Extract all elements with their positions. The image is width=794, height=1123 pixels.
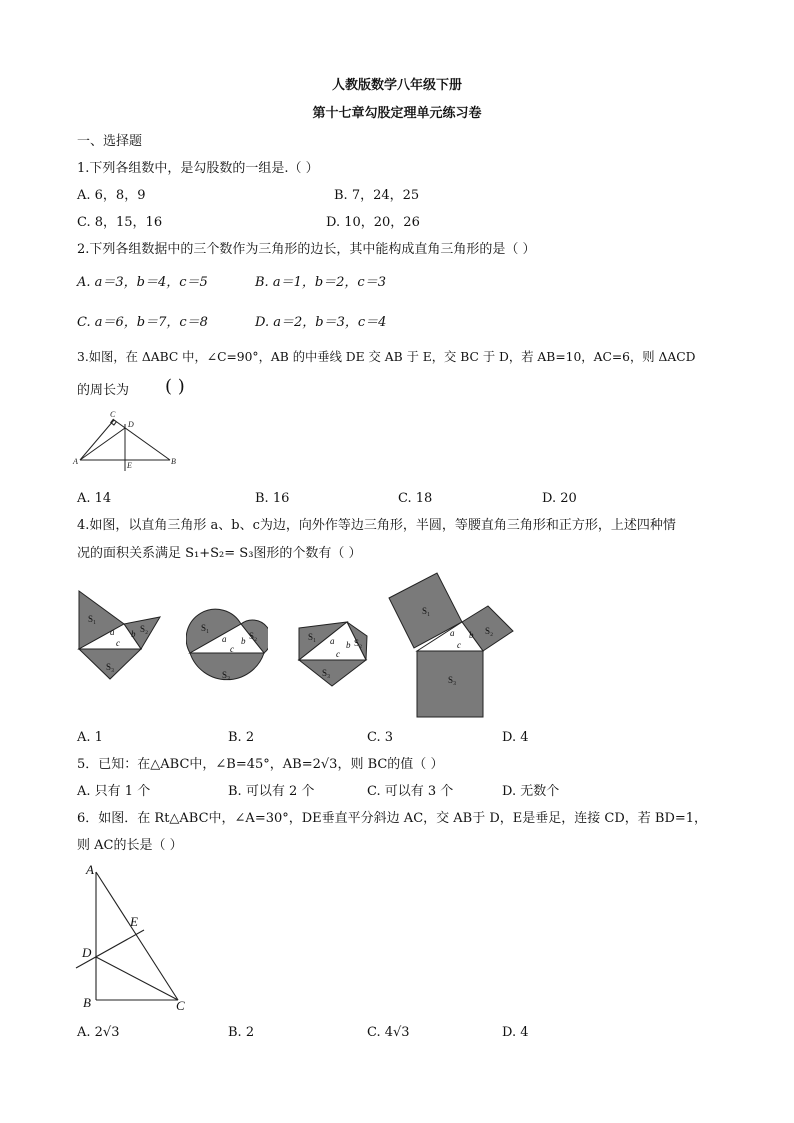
- doc-title: 人教版数学八年级下册: [331, 78, 462, 93]
- q6-option-d: D. 4: [502, 1025, 529, 1040]
- q4f3-label-c: c: [336, 649, 340, 659]
- q3-answer-paren: ( ): [165, 376, 185, 397]
- q1-option-a: A. 6，8，9: [77, 188, 146, 203]
- q1-option-b: B. 7，24，25: [334, 188, 420, 203]
- q3-side-cb: [114, 420, 170, 460]
- q4f1-label-b: b: [131, 629, 136, 639]
- q4f4-label-b: b: [469, 630, 474, 640]
- q6-option-c: C. 4√3: [367, 1025, 410, 1040]
- q4f3-label-b: b: [346, 640, 351, 650]
- q6-option-b: B. 2: [228, 1025, 255, 1040]
- q3-label-b: B: [171, 457, 176, 466]
- q6-stem-line2: 则 AC的长是（ ）: [77, 838, 183, 853]
- q4f1-label-s2: S₂: [140, 624, 149, 634]
- q4f1-label-s3: S₃: [106, 662, 115, 672]
- q4f4-label-a: a: [450, 628, 455, 638]
- q4f2-label-b: b: [241, 636, 246, 646]
- q1-stem: 1.下列各组数中，是勾股数的一组是.（ ）: [77, 161, 319, 176]
- q4-figure-semicircle: [186, 608, 268, 690]
- q4-stem-line1: 4.如图，以直角三角形 a、b、c为边，向外作等边三角形，半圆，等腰直角三角形和正方形，上述四种情: [77, 518, 676, 533]
- q3-label-d: D: [128, 420, 134, 429]
- q4-option-c: C. 3: [367, 730, 394, 745]
- q3-right-angle-mark: [111, 419, 117, 425]
- q6-stem-line1: 6．如图．在 Rt△ABC中，∠A=30°，DE垂直平分斜边 AC，交 AB于 D，E是垂足，连接 CD，若 BD=1，: [77, 811, 708, 826]
- q4f2-label-c: c: [230, 644, 234, 654]
- q2-option-b: B. a＝1，b＝2，c＝3: [255, 275, 386, 290]
- q3-label-a: A: [73, 457, 78, 466]
- q5-option-c: C. 可以有 3 个: [367, 784, 454, 799]
- q3-option-c: C. 18: [398, 491, 433, 506]
- q4f2-label-s2: S₂: [249, 631, 258, 641]
- q5-stem: 5．已知：在△ABC中，∠B=45°，AB=2√3，则 BC的值（ ）: [77, 757, 444, 772]
- q6-segment-cd: [96, 957, 178, 1000]
- q4-stem-line2: 况的面积关系满足 S₁+S₂= S₃图形的个数有（ ）: [77, 546, 362, 561]
- q6-label-c: C: [176, 998, 185, 1013]
- q6-label-a: A: [86, 862, 94, 877]
- q2-stem: 2.下列各组数据中的三个数作为三角形的边长，其中能构成直角三角形的是（ ）: [77, 242, 536, 257]
- q2-option-c: C. a＝6，b＝7，c＝8: [77, 315, 208, 330]
- q4f2-label-s3: S₃: [222, 670, 231, 680]
- q4f4-label-c: c: [457, 640, 461, 650]
- q4f3-label-s1: S₁: [308, 632, 317, 642]
- q3-option-a: A. 14: [77, 491, 112, 506]
- q4-figure-isosceles-right: [294, 618, 372, 690]
- q3-stem-line1: 3.如图，在 ΔABC 中，∠C=90°，AB 的中垂线 DE 交 AB 于 E，交 BC 于 D，若 AB=10，AC=6，则 ΔACD: [77, 350, 696, 364]
- q4f1-label-a: a: [110, 627, 115, 637]
- q4-figure-squares: [386, 570, 516, 720]
- q4f3-s3-triangle: [299, 660, 366, 686]
- q4f1-label-s1: S₁: [88, 614, 97, 624]
- q1-option-d: D. 10，20，26: [326, 215, 420, 230]
- q5-option-b: B. 可以有 2 个: [228, 784, 315, 799]
- q4f3-label-s2: S₂: [354, 638, 363, 648]
- q3-label-e: E: [127, 461, 132, 470]
- doc-subtitle: 第十七章勾股定理单元练习卷: [312, 106, 482, 121]
- q2-option-a: A. a＝3，b＝4，c＝5: [77, 275, 208, 290]
- q4f4-label-s3: S₃: [448, 675, 457, 685]
- q6-label-d: D: [82, 945, 92, 960]
- q5-option-d: D. 无数个: [502, 784, 560, 799]
- q4-figure-equilateral: [74, 586, 166, 682]
- q6-label-e: E: [130, 914, 138, 929]
- q4f4-label-s2: S₂: [485, 626, 494, 636]
- q6-option-a: A. 2√3: [77, 1025, 120, 1040]
- q3-label-c: C: [110, 410, 116, 419]
- q4-option-b: B. 2: [228, 730, 255, 745]
- q2-option-d: D. a＝2，b＝3，c＝4: [255, 315, 387, 330]
- q4f3-label-a: a: [330, 636, 335, 646]
- q4-option-d: D. 4: [502, 730, 529, 745]
- q4f3-label-s3: S₃: [322, 668, 331, 678]
- q6-side-ac: [96, 872, 178, 1000]
- q4f1-label-c: c: [116, 638, 120, 648]
- q6-label-b: B: [83, 995, 91, 1010]
- q3-option-b: B. 16: [255, 491, 290, 506]
- q4f2-label-a: a: [222, 634, 227, 644]
- q3-option-d: D. 20: [542, 491, 577, 506]
- q1-option-c: C. 8，15，16: [77, 215, 163, 230]
- q3-figure: [70, 408, 185, 473]
- q3-stem-line2: 的周长为: [77, 383, 130, 398]
- section-heading: 一、选择题: [77, 134, 143, 149]
- q4f2-label-s1: S₁: [201, 623, 210, 633]
- q4-option-a: A. 1: [77, 730, 103, 745]
- q5-option-a: A. 只有 1 个: [77, 784, 151, 799]
- q6-figure: [72, 862, 192, 1014]
- q4f4-label-s1: S₁: [422, 606, 431, 616]
